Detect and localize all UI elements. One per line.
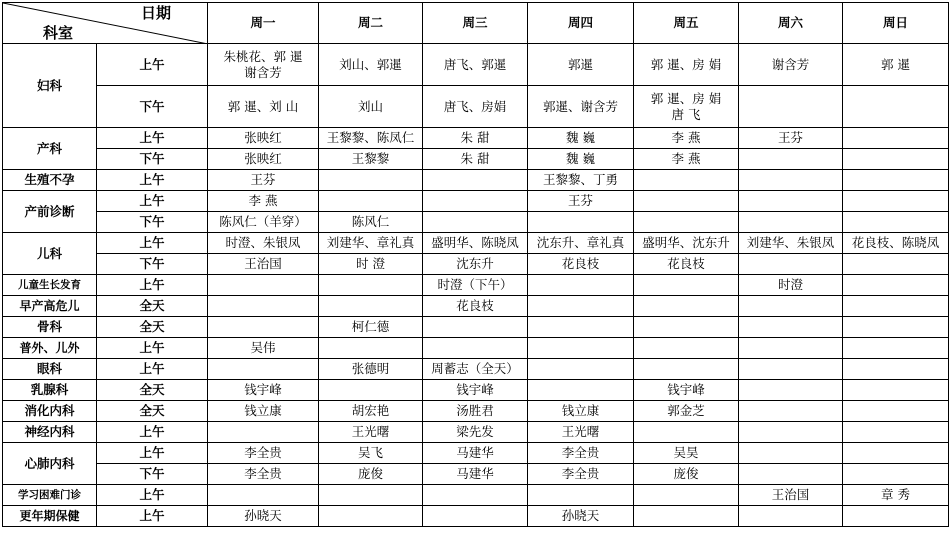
doctor-cell-sun xyxy=(843,275,949,296)
time-slot: 上午 xyxy=(97,170,208,191)
day-header-sat: 周六 xyxy=(739,3,843,44)
doctor-cell-wed xyxy=(423,212,528,233)
doctor-cell-mon: 李 燕 xyxy=(208,191,319,212)
doctor-cell-wed: 唐飞、房娟 xyxy=(423,86,528,128)
schedule-row xyxy=(3,380,949,401)
schedule-row xyxy=(3,443,949,464)
time-slot: 上午 xyxy=(97,191,208,212)
schedule-row xyxy=(3,254,949,275)
schedule-row xyxy=(3,44,949,86)
doctor-cell-mon: 朱桃花、郭 暹 谢含芳 xyxy=(208,44,319,86)
date-label: 日期 xyxy=(140,4,171,22)
doctor-cell-fri xyxy=(634,275,739,296)
doctor-cell-tue: 张德明 xyxy=(319,359,423,380)
doctor-cell-sun: 章 秀 xyxy=(843,485,949,506)
doctor-cell-sat xyxy=(739,254,843,275)
doctor-cell-sat xyxy=(739,149,843,170)
department-name: 学习困难门诊 xyxy=(3,485,97,506)
schedule-row xyxy=(3,128,949,149)
doctor-cell-wed: 沈东升 xyxy=(423,254,528,275)
doctor-cell-sat xyxy=(739,380,843,401)
doctor-cell-sun xyxy=(843,212,949,233)
doctor-cell-sat: 谢含芳 xyxy=(739,44,843,86)
doctor-cell-wed: 花良枝 xyxy=(423,296,528,317)
doctor-cell-tue: 刘山、郭暹 xyxy=(319,44,423,86)
schedule-row xyxy=(3,422,949,443)
time-slot: 上午 xyxy=(97,506,208,527)
doctor-cell-wed: 朱 甜 xyxy=(423,128,528,149)
doctor-cell-sat xyxy=(739,296,843,317)
department-name: 更年期保健 xyxy=(3,506,97,527)
doctor-cell-tue xyxy=(319,275,423,296)
doctor-cell-sat xyxy=(739,359,843,380)
doctor-cell-wed xyxy=(423,338,528,359)
doctor-cell-mon: 孙晓天 xyxy=(208,506,319,527)
schedule-row xyxy=(3,317,949,338)
doctor-cell-wed: 钱宇峰 xyxy=(423,380,528,401)
doctor-cell-sat: 刘建华、朱银凤 xyxy=(739,233,843,254)
doctor-cell-thu: 沈东升、章礼真 xyxy=(528,233,634,254)
doctor-cell-tue xyxy=(319,170,423,191)
doctor-cell-thu: 郭暹 xyxy=(528,44,634,86)
doctor-cell-sun xyxy=(843,338,949,359)
doctor-cell-tue: 王黎黎、陈凤仁 xyxy=(319,128,423,149)
doctor-cell-tue xyxy=(319,485,423,506)
schedule-row xyxy=(3,506,949,527)
doctor-cell-mon xyxy=(208,296,319,317)
doctor-cell-sun xyxy=(843,422,949,443)
clinic-schedule-table xyxy=(2,2,949,527)
doctor-cell-sun xyxy=(843,401,949,422)
time-slot: 全天 xyxy=(97,380,208,401)
corner-header xyxy=(3,3,208,44)
doctor-cell-wed xyxy=(423,485,528,506)
doctor-cell-tue: 王光曙 xyxy=(319,422,423,443)
doctor-cell-thu: 钱立康 xyxy=(528,401,634,422)
doctor-cell-sun xyxy=(843,443,949,464)
doctor-cell-fri xyxy=(634,485,739,506)
department-name: 产科 xyxy=(3,128,97,170)
doctor-cell-thu: 魏 巍 xyxy=(528,128,634,149)
doctor-cell-fri xyxy=(634,422,739,443)
time-slot: 上午 xyxy=(97,275,208,296)
doctor-cell-tue: 时 澄 xyxy=(319,254,423,275)
doctor-cell-sun xyxy=(843,149,949,170)
time-slot: 上午 xyxy=(97,128,208,149)
doctor-cell-sat xyxy=(739,170,843,191)
doctor-cell-wed xyxy=(423,191,528,212)
doctor-cell-tue: 刘建华、章礼真 xyxy=(319,233,423,254)
department-name: 儿科 xyxy=(3,233,97,275)
doctor-cell-sat xyxy=(739,191,843,212)
doctor-cell-sun xyxy=(843,128,949,149)
department-name: 消化内科 xyxy=(3,401,97,422)
doctor-cell-tue xyxy=(319,191,423,212)
doctor-cell-tue xyxy=(319,296,423,317)
doctor-cell-fri: 李 燕 xyxy=(634,128,739,149)
schedule-row xyxy=(3,296,949,317)
doctor-cell-fri: 庞俊 xyxy=(634,464,739,485)
schedule-row xyxy=(3,401,949,422)
doctor-cell-sun xyxy=(843,254,949,275)
doctor-cell-wed: 唐飞、郭暹 xyxy=(423,44,528,86)
time-slot: 上午 xyxy=(97,233,208,254)
doctor-cell-fri xyxy=(634,338,739,359)
time-slot: 上午 xyxy=(97,443,208,464)
doctor-cell-wed: 汤胜君 xyxy=(423,401,528,422)
doctor-cell-sat: 王芬 xyxy=(739,128,843,149)
doctor-cell-wed xyxy=(423,506,528,527)
day-header-tue: 周二 xyxy=(319,3,423,44)
doctor-cell-mon: 时澄、朱银凤 xyxy=(208,233,319,254)
doctor-cell-tue: 胡宏艳 xyxy=(319,401,423,422)
doctor-cell-sat xyxy=(739,443,843,464)
doctor-cell-fri xyxy=(634,359,739,380)
doctor-cell-mon: 李全贵 xyxy=(208,464,319,485)
doctor-cell-mon: 钱宇峰 xyxy=(208,380,319,401)
schedule-row xyxy=(3,359,949,380)
doctor-cell-thu xyxy=(528,485,634,506)
doctor-cell-fri: 花良枝 xyxy=(634,254,739,275)
doctor-cell-sun xyxy=(843,86,949,128)
doctor-cell-sat xyxy=(739,422,843,443)
doctor-cell-thu: 魏 巍 xyxy=(528,149,634,170)
doctor-cell-fri xyxy=(634,506,739,527)
doctor-cell-sun xyxy=(843,191,949,212)
doctor-cell-mon: 张映红 xyxy=(208,128,319,149)
doctor-cell-sat xyxy=(739,506,843,527)
doctor-cell-fri xyxy=(634,170,739,191)
doctor-cell-mon: 王芬 xyxy=(208,170,319,191)
doctor-cell-sun: 花良枝、陈晓凤 xyxy=(843,233,949,254)
doctor-cell-thu xyxy=(528,212,634,233)
diagonal-line xyxy=(3,3,208,44)
schedule-row xyxy=(3,275,949,296)
time-slot: 全天 xyxy=(97,296,208,317)
schedule-row xyxy=(3,191,949,212)
department-name: 儿童生长发育 xyxy=(3,275,97,296)
time-slot: 下午 xyxy=(97,254,208,275)
department-name: 生殖不孕 xyxy=(3,170,97,191)
schedule-row xyxy=(3,485,949,506)
doctor-cell-mon xyxy=(208,422,319,443)
doctor-cell-fri xyxy=(634,212,739,233)
day-header-mon: 周一 xyxy=(208,3,319,44)
doctor-cell-wed: 时澄（下午） xyxy=(423,275,528,296)
doctor-cell-sat xyxy=(739,86,843,128)
doctor-cell-thu: 王芬 xyxy=(528,191,634,212)
doctor-cell-wed: 梁先发 xyxy=(423,422,528,443)
doctor-cell-thu xyxy=(528,359,634,380)
doctor-cell-fri xyxy=(634,317,739,338)
department-name: 普外、儿外 xyxy=(3,338,97,359)
schedule-row xyxy=(3,86,949,128)
department-name: 早产高危儿 xyxy=(3,296,97,317)
doctor-cell-sat xyxy=(739,464,843,485)
doctor-cell-mon xyxy=(208,359,319,380)
department-name: 眼科 xyxy=(3,359,97,380)
doctor-cell-fri: 钱宇峰 xyxy=(634,380,739,401)
time-slot: 全天 xyxy=(97,401,208,422)
doctor-cell-tue: 柯仁德 xyxy=(319,317,423,338)
time-slot: 上午 xyxy=(97,359,208,380)
time-slot: 下午 xyxy=(97,149,208,170)
department-name: 心肺内科 xyxy=(3,443,97,485)
doctor-cell-mon: 王治国 xyxy=(208,254,319,275)
time-slot: 上午 xyxy=(97,44,208,86)
doctor-cell-tue xyxy=(319,380,423,401)
schedule-row xyxy=(3,170,949,191)
doctor-cell-thu xyxy=(528,380,634,401)
day-header-sun: 周日 xyxy=(843,3,949,44)
doctor-cell-sat: 时澄 xyxy=(739,275,843,296)
department-name: 神经内科 xyxy=(3,422,97,443)
time-slot: 全天 xyxy=(97,317,208,338)
doctor-cell-sat xyxy=(739,338,843,359)
time-slot: 上午 xyxy=(97,485,208,506)
doctor-cell-thu xyxy=(528,317,634,338)
doctor-cell-tue: 吴飞 xyxy=(319,443,423,464)
doctor-cell-fri: 李 燕 xyxy=(634,149,739,170)
doctor-cell-sun xyxy=(843,380,949,401)
department-name: 乳腺科 xyxy=(3,380,97,401)
doctor-cell-tue: 王黎黎 xyxy=(319,149,423,170)
doctor-cell-fri: 郭 暹、房 娟 唐 飞 xyxy=(634,86,739,128)
doctor-cell-wed xyxy=(423,317,528,338)
doctor-cell-mon xyxy=(208,275,319,296)
header-row xyxy=(3,3,949,44)
schedule-row xyxy=(3,149,949,170)
doctor-cell-wed: 马建华 xyxy=(423,443,528,464)
day-header-thu: 周四 xyxy=(528,3,634,44)
doctor-cell-sun xyxy=(843,317,949,338)
doctor-cell-fri: 郭金芝 xyxy=(634,401,739,422)
doctor-cell-sun xyxy=(843,170,949,191)
doctor-cell-thu xyxy=(528,275,634,296)
department-name: 骨科 xyxy=(3,317,97,338)
time-slot: 下午 xyxy=(97,212,208,233)
time-slot: 上午 xyxy=(97,338,208,359)
doctor-cell-thu: 孙晓天 xyxy=(528,506,634,527)
doctor-cell-sat xyxy=(739,401,843,422)
department-name: 产前诊断 xyxy=(3,191,97,233)
doctor-cell-fri xyxy=(634,296,739,317)
doctor-cell-mon xyxy=(208,317,319,338)
doctor-cell-mon xyxy=(208,485,319,506)
day-header-wed: 周三 xyxy=(423,3,528,44)
doctor-cell-fri: 盛明华、沈东升 xyxy=(634,233,739,254)
doctor-cell-mon: 吴伟 xyxy=(208,338,319,359)
doctor-cell-fri: 郭 暹、房 娟 xyxy=(634,44,739,86)
doctor-cell-tue: 陈风仁 xyxy=(319,212,423,233)
schedule-row xyxy=(3,338,949,359)
doctor-cell-mon: 郭 暹、刘 山 xyxy=(208,86,319,128)
doctor-cell-tue xyxy=(319,338,423,359)
doctor-cell-sun: 郭 暹 xyxy=(843,44,949,86)
doctor-cell-thu: 花良枝 xyxy=(528,254,634,275)
doctor-cell-wed: 马建华 xyxy=(423,464,528,485)
dept-label: 科室 xyxy=(43,24,74,42)
time-slot: 上午 xyxy=(97,422,208,443)
doctor-cell-sat xyxy=(739,317,843,338)
doctor-cell-sun xyxy=(843,359,949,380)
time-slot: 下午 xyxy=(97,86,208,128)
doctor-cell-wed: 朱 甜 xyxy=(423,149,528,170)
doctor-cell-sun xyxy=(843,506,949,527)
department-name: 妇科 xyxy=(3,44,97,128)
day-header-fri: 周五 xyxy=(634,3,739,44)
doctor-cell-tue: 刘山 xyxy=(319,86,423,128)
doctor-cell-thu xyxy=(528,296,634,317)
doctor-cell-sun xyxy=(843,464,949,485)
doctor-cell-fri xyxy=(634,191,739,212)
doctor-cell-sat: 王治国 xyxy=(739,485,843,506)
doctor-cell-mon: 陈风仁（羊穿） xyxy=(208,212,319,233)
doctor-cell-tue: 庞俊 xyxy=(319,464,423,485)
doctor-cell-thu: 王黎黎、丁勇 xyxy=(528,170,634,191)
doctor-cell-wed: 盛明华、陈晓凤 xyxy=(423,233,528,254)
doctor-cell-tue xyxy=(319,506,423,527)
doctor-cell-sat xyxy=(739,212,843,233)
schedule-row xyxy=(3,212,949,233)
doctor-cell-mon: 钱立康 xyxy=(208,401,319,422)
doctor-cell-thu: 郭暹、谢含芳 xyxy=(528,86,634,128)
doctor-cell-wed: 周蓄志（全天） xyxy=(423,359,528,380)
doctor-cell-wed xyxy=(423,170,528,191)
doctor-cell-thu: 李全贵 xyxy=(528,464,634,485)
doctor-cell-thu: 王光曙 xyxy=(528,422,634,443)
doctor-cell-mon: 张映红 xyxy=(208,149,319,170)
doctor-cell-thu xyxy=(528,338,634,359)
doctor-cell-mon: 李全贵 xyxy=(208,443,319,464)
schedule-row xyxy=(3,464,949,485)
time-slot: 下午 xyxy=(97,464,208,485)
doctor-cell-sun xyxy=(843,296,949,317)
doctor-cell-fri: 吴昊 xyxy=(634,443,739,464)
schedule-row xyxy=(3,233,949,254)
doctor-cell-thu: 李全贵 xyxy=(528,443,634,464)
